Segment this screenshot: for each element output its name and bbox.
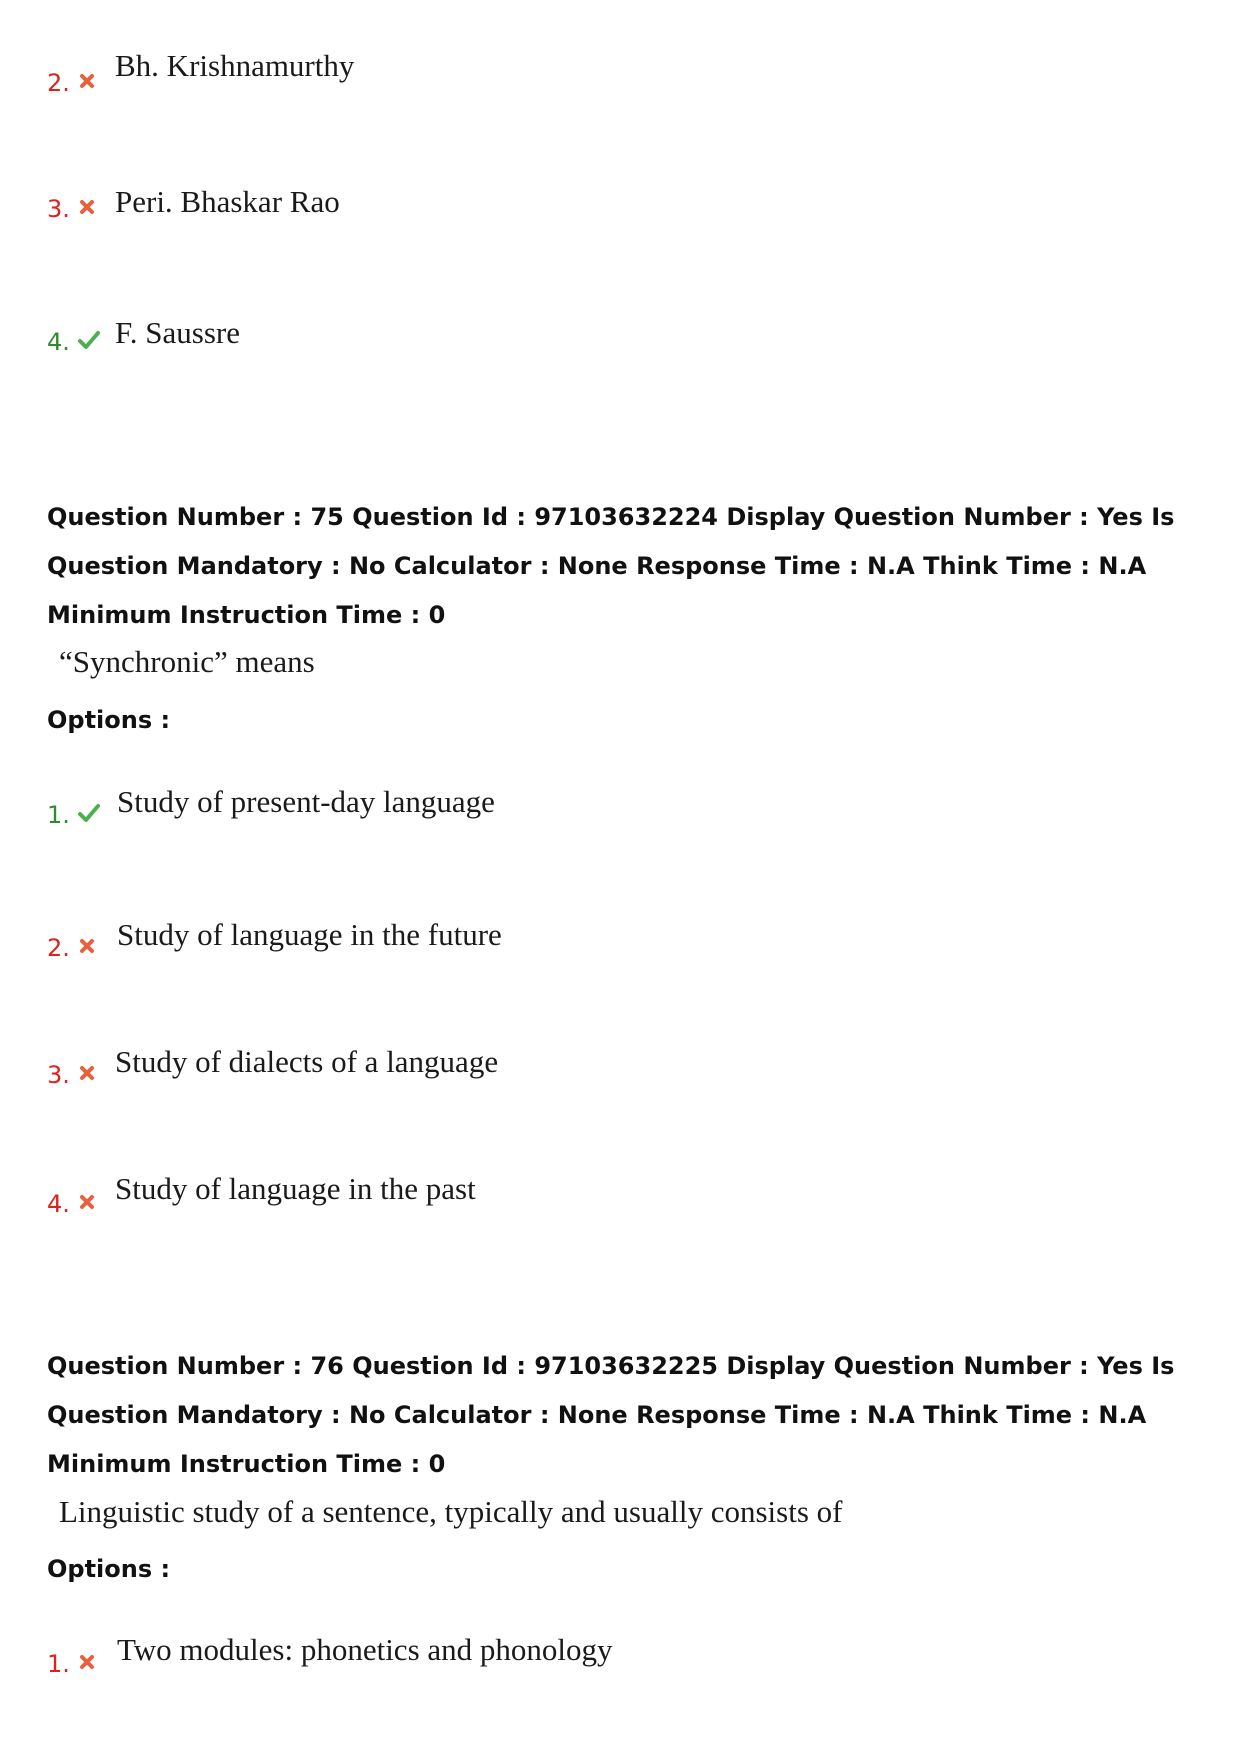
option-text: Study of present-day language	[117, 784, 495, 819]
question-text: Linguistic study of a sentence, typically and usually consists of	[59, 1494, 843, 1529]
option-text: Study of dialects of a language	[115, 1044, 499, 1079]
option-row	[47, 48, 1147, 112]
checkmark-icon	[77, 329, 101, 349]
option-row	[47, 311, 1147, 371]
option-row	[47, 178, 1147, 238]
cross-icon	[77, 1063, 97, 1083]
option-row	[47, 1633, 1147, 1693]
option-number: 1.	[47, 801, 70, 829]
option-number: 3.	[47, 1061, 70, 1089]
option-text: Two modules: phonetics and phonology	[117, 1632, 613, 1667]
option-row	[47, 784, 1147, 844]
option-number: 4.	[47, 328, 70, 356]
options-label: Options :	[47, 706, 171, 734]
option-text: Bh. Krishnamurthy	[115, 48, 355, 83]
cross-icon	[77, 936, 97, 956]
option-row	[47, 1044, 1147, 1104]
checkmark-icon	[77, 802, 101, 822]
options-label: Options :	[47, 1555, 171, 1583]
option-row	[47, 1173, 1147, 1233]
option-row	[47, 917, 1147, 977]
option-text: Peri. Bhaskar Rao	[115, 184, 340, 219]
cross-icon	[77, 1192, 97, 1212]
question-meta: Question Number : 75 Question Id : 97103632224 Display Question Number : Yes Is Question Mandatory : No Calculator : None Response Time : N.A Think Time : N.A Minimum Instruction Time : 0	[47, 503, 1175, 629]
option-number: 4.	[47, 1190, 70, 1218]
option-number: 3.	[47, 195, 70, 223]
question-text: “Synchronic” means	[59, 644, 315, 679]
cross-icon	[77, 1652, 97, 1672]
option-text: Study of language in the past	[115, 1171, 476, 1206]
option-number: 2.	[47, 934, 70, 962]
option-number: 1.	[47, 1650, 70, 1678]
option-text: Study of language in the future	[117, 917, 502, 952]
cross-icon	[77, 197, 97, 217]
option-text: F. Saussre	[115, 315, 240, 350]
question-meta: Question Number : 76 Question Id : 97103632225 Display Question Number : Yes Is Question Mandatory : No Calculator : None Response Time : N.A Think Time : N.A Minimum Instruction Time : 0	[47, 1352, 1175, 1478]
cross-icon	[77, 71, 97, 91]
option-number: 2.	[47, 69, 70, 97]
